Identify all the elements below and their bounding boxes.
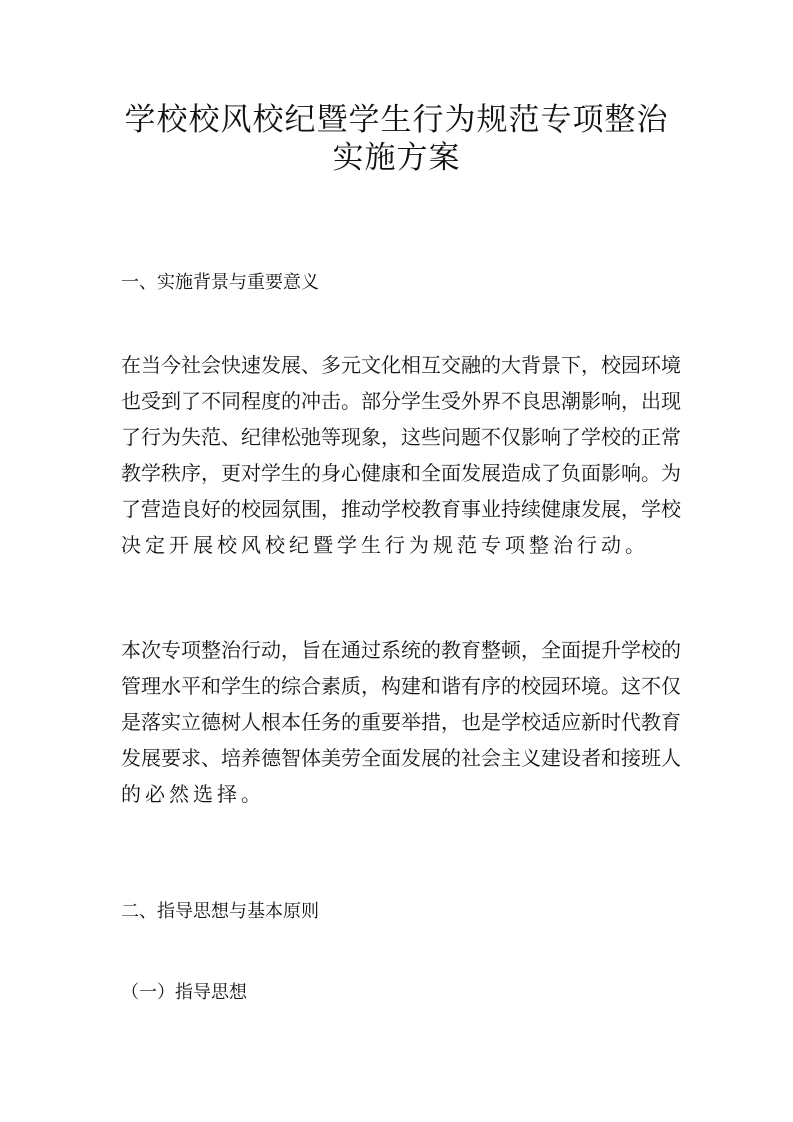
paragraph-1-line: 教学秩序，更对学生的身心健康和全面发展造成了负面影响。为 — [121, 461, 681, 485]
paragraph-1-line: 了行为失范、纪律松弛等现象，这些问题不仅影响了学校的正常 — [121, 425, 681, 449]
paragraph-1-line: 决定开展校风校纪暨学生行为规范专项整治行动。 — [121, 533, 649, 557]
paragraph-1-line: 在当今社会快速发展、多元文化相互交融的大背景下，校园环境 — [121, 353, 681, 377]
section-1-heading: 一、实施背景与重要意义 — [121, 272, 319, 293]
paragraph-1-line: 了营造良好的校园氛围，推动学校教育事业持续健康发展，学校 — [121, 497, 681, 521]
document-title-line-2: 实施方案 — [332, 140, 461, 176]
document-title-line-1: 学校校风校纪暨学生行为规范专项整治 — [124, 102, 669, 138]
section-2-heading: 二、指导思想与基本原则 — [121, 901, 319, 922]
paragraph-2-line: 是落实立德树人根本任务的重要举措，也是学校适应新时代教育 — [121, 710, 681, 734]
paragraph-1-line: 也受到了不同程度的冲击。部分学生受外界不良思潮影响，出现 — [121, 389, 681, 413]
subsection-1-heading: （一）指导思想 — [121, 982, 247, 1003]
paragraph-2-line: 管理水平和学生的综合素质，构建和谐有序的校园环境。这不仅 — [121, 674, 681, 698]
paragraph-2-line: 的必然选择。 — [121, 782, 265, 806]
paragraph-2-line: 本次专项整治行动，旨在通过系统的教育整顿，全面提升学校的 — [121, 638, 681, 662]
paragraph-2-line: 发展要求、培养德智体美劳全面发展的社会主义建设者和接班人 — [121, 746, 681, 770]
